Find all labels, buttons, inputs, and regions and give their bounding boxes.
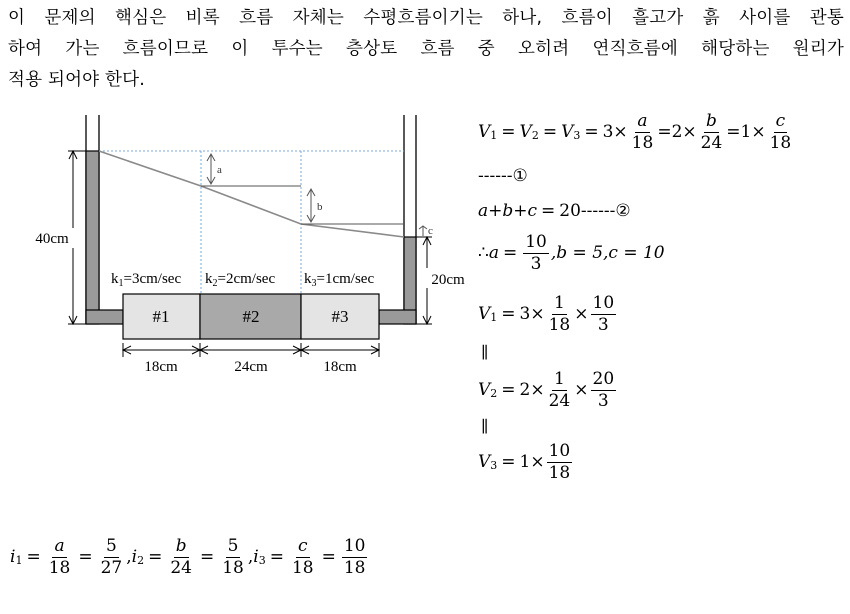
paragraph-line-3: 적용 되어야 한다. [8, 70, 146, 90]
k-label-1: $k_1=3cm/\sec$ [111, 271, 182, 289]
fraction-10-3: $\frac{10}{3}$ [525, 232, 547, 274]
k-label-3: $k_3=1cm/\sec$ [304, 271, 375, 289]
equation-sum: a+b+c = 20------② [478, 201, 631, 221]
head-label-a: a [217, 164, 222, 176]
equation-v3: V $_3$ = 1 × $\frac{10}{18}$ [478, 441, 571, 483]
equation-velocity-equality: V $_1$ = V $_2$ = V $_3$ = 3 × $\frac{a}{18}$ = 2 × $\frac{b}{24}$ = 1 × $\frac{c}{18}$ [478, 111, 792, 153]
fraction-a-18: $\frac{a}{18}$ [631, 111, 654, 153]
head-label-c: c [428, 225, 433, 237]
k-label-2: $k_2=2cm/\sec$ [205, 271, 276, 289]
length-label-2: 24cm [234, 359, 268, 375]
soil-label-3: #3 [331, 307, 349, 326]
equation-v2: V $_2$ = 2 × $\frac{1}{24}$ × $\frac{20}{3}$ [478, 369, 615, 411]
length-dimensions [123, 343, 379, 357]
height-label-20: 20cm [431, 272, 465, 288]
left-tube [86, 115, 123, 324]
length-label-3: 18cm [323, 359, 357, 375]
length-label-1: 18cm [144, 359, 178, 375]
equation-v1: V $_1$ = 3 × $\frac{1}{18}$ × $\frac{10}{3}$ [478, 293, 615, 335]
fraction-b-24: $\frac{b}{24}$ [700, 111, 723, 153]
soil-label-2: #2 [242, 307, 260, 326]
head-label-b: b [317, 201, 323, 213]
fraction-c-18: $\frac{c}{18}$ [769, 111, 792, 153]
right-tube [379, 115, 416, 324]
equation-solution: ∴ a = $\frac{10}{3}$ ,b = 5,c = 10 [478, 232, 665, 274]
parallel-sign-1: ∥ [481, 343, 489, 362]
paragraph-line-1: 이 문제의 핵심은 비록 흐름 자체는 수평흐름이기는 하나, 흐름이 흘고가 흙 사이를 관통 [8, 8, 844, 28]
equation-mark-1: ------① [478, 166, 528, 186]
soil-label-1: #1 [152, 307, 170, 326]
parallel-sign-2: ∥ [481, 417, 489, 436]
paragraph-line-2: 하여 가는 흐름이므로 이 투수는 층상토 흐름 중 오히려 연직흐름에 해당하는 원리가 [8, 39, 844, 59]
height-label-40: 40cm [35, 231, 69, 247]
head-markers [201, 154, 427, 236]
equation-gradients: i $_1$ = $\frac{a}{18}$ = $\frac{5}{27}$ , i $_2$ = $\frac{b}{24}$ = $\frac{5}{18}$ , i $_3$ = $\frac{c}{18}$ = $\frac{10}{18}$ [10, 536, 366, 578]
